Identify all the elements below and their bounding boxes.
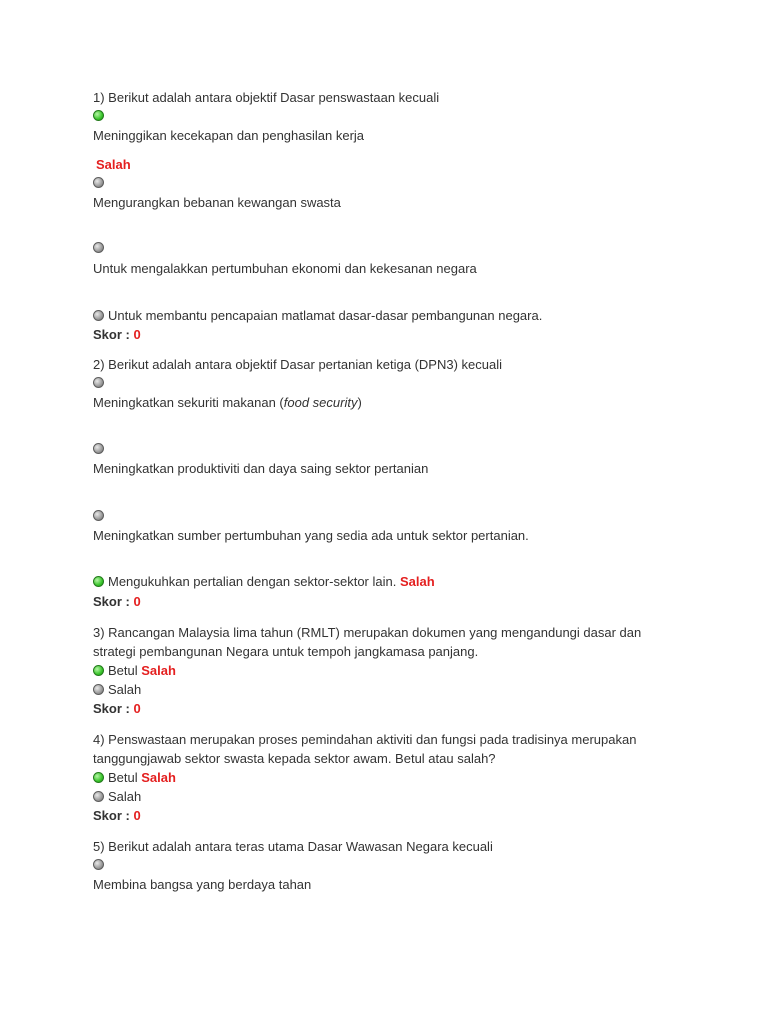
- q2-option2-text: Meningkatkan produktiviti dan daya saing sektor pertanian: [93, 461, 429, 476]
- q2-option2-radio[interactable]: [93, 441, 104, 457]
- q2-option1-text-italic: food security: [283, 395, 358, 410]
- score-value: 0: [133, 327, 141, 342]
- q2-feedback: Salah: [399, 574, 435, 589]
- q4-feedback: Salah: [141, 770, 176, 785]
- q2-option1-text: [93, 395, 362, 411]
- q1-option1-text: Meninggikan kecekapan dan penghasilan kerja: [93, 128, 365, 143]
- unselected-radio-icon: [93, 510, 104, 521]
- unselected-radio-icon: [93, 443, 104, 454]
- unselected-radio-icon: [93, 859, 104, 870]
- q3-feedback: Salah: [141, 663, 176, 678]
- q4-option-salah[interactable]: [93, 789, 141, 805]
- q4-option-betul[interactable]: [93, 770, 176, 786]
- q3-option-salah-text: Salah: [108, 682, 142, 697]
- q4-option-betul-text: Betul: [108, 770, 138, 785]
- q1-option4[interactable]: [93, 308, 542, 324]
- q2-option3-text: Meningkatkan sumber pertumbuhan yang sedia ada untuk sektor pertanian.: [93, 528, 529, 543]
- q2-option4[interactable]: [93, 574, 435, 590]
- q1-option2-text: Mengurangkan bebanan kewangan swasta: [93, 195, 341, 210]
- q4-question-line1: 4) Penswastaan merupakan proses pemindahan aktiviti dan fungsi pada tradisinya merupakan: [93, 732, 637, 747]
- q2-option3-radio[interactable]: [93, 508, 104, 524]
- q2-option4-text: Mengukuhkan pertalian dengan sektor-sektor lain.: [108, 574, 397, 589]
- score-value: 0: [133, 594, 141, 609]
- q1-option4-text: Untuk membantu pencapaian matlamat dasar-dasar pembangunan negara.: [108, 308, 543, 323]
- q2-option1-text-before: Meningkatkan sekuriti makanan (: [93, 395, 284, 410]
- score-value: 0: [133, 701, 141, 716]
- q2-question: 2) Berikut adalah antara objektif Dasar pertanian ketiga (DPN3) kecuali: [93, 357, 502, 372]
- q3-question-line1: 3) Rancangan Malaysia lima tahun (RMLT) merupakan dokumen yang mengandungi dasar dan: [93, 625, 642, 640]
- q5-option1-radio[interactable]: [93, 857, 104, 873]
- q3-option-salah[interactable]: [93, 682, 141, 698]
- q1-feedback: Salah: [96, 157, 131, 172]
- q1-score: [93, 327, 141, 343]
- score-label: Skor :: [93, 701, 130, 716]
- q3-score: [93, 701, 141, 717]
- q3-option-betul-text: Betul: [108, 663, 138, 678]
- q2-score: [93, 594, 141, 610]
- unselected-radio-icon: [93, 177, 104, 188]
- selected-radio-icon: [93, 576, 104, 587]
- score-value: 0: [133, 808, 141, 823]
- q1-option3-text: Untuk mengalakkan pertumbuhan ekonomi dan kekesanan negara: [93, 261, 477, 276]
- unselected-radio-icon: [93, 377, 104, 388]
- q1-option1-radio[interactable]: [93, 108, 104, 124]
- selected-radio-icon: [93, 110, 104, 121]
- q4-option-salah-text: Salah: [108, 789, 142, 804]
- unselected-radio-icon: [93, 684, 104, 695]
- unselected-radio-icon: [93, 791, 104, 802]
- q4-score: [93, 808, 141, 824]
- q1-option2-radio[interactable]: [93, 175, 104, 191]
- q3-question-line2: strategi pembangunan Negara untuk tempoh jangkamasa panjang.: [93, 644, 479, 659]
- q2-option1-radio[interactable]: [93, 375, 104, 391]
- q4-question-line2: tanggungjawab sektor swasta kepada sektor awam. Betul atau salah?: [93, 751, 496, 766]
- unselected-radio-icon: [93, 242, 104, 253]
- q3-option-betul[interactable]: [93, 663, 176, 679]
- score-label: Skor :: [93, 594, 130, 609]
- selected-radio-icon: [93, 772, 104, 783]
- q1-option3-radio[interactable]: [93, 240, 104, 256]
- selected-radio-icon: [93, 665, 104, 676]
- q5-option1-text: Membina bangsa yang berdaya tahan: [93, 877, 312, 892]
- q5-question: 5) Berikut adalah antara teras utama Dasar Wawasan Negara kecuali: [93, 839, 493, 854]
- score-label: Skor :: [93, 808, 130, 823]
- q1-question: 1) Berikut adalah antara objektif Dasar penswastaan kecuali: [93, 90, 440, 105]
- unselected-radio-icon: [93, 310, 104, 321]
- q2-option1-text-after: ): [357, 395, 362, 410]
- score-label: Skor :: [93, 327, 130, 342]
